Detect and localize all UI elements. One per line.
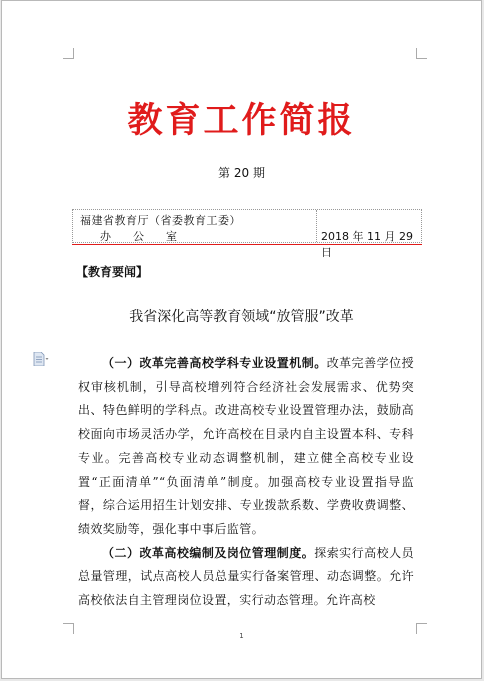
paragraph-2 [78, 542, 414, 613]
paragraph-2-text: 探索实行高校人员总量管理，试点高校人员总量实行备案管理、动态调整。允许高校依法自主管理岗位设置，实行动态管理。允许高校 [78, 545, 414, 608]
document-icon[interactable] [33, 352, 49, 366]
page-number: 1 [239, 632, 244, 640]
paragraph-1-heading: （一）改革完善高校学科专业设置机制。 [102, 356, 327, 370]
paragraph-1 [78, 352, 414, 542]
article-headline: 我省深化高等教育领域“放管服”改革 [129, 309, 354, 325]
paragraph-1-text: 改革完善学位授权审核机制，引导高校增列符合经济社会发展需求、优势突出、特色鲜明的学科点。改进高校专业设置管理办法，鼓励高校面向市场灵活办学，允许高校在目录内自主设置本科、专科专业。完善高校专业动态调整机制，建立健全高校专业设置“正面清单”“负面清单”制度。加强高校专业设置指导监督，综合运用招生计划安排、专业拨款系数、学费收费调整、绩效奖励等，强化事中事后监管。 [78, 356, 414, 536]
issuer-info-box [72, 209, 422, 259]
section-label: 【教育要闻】 [76, 265, 149, 279]
document-page [1, 0, 482, 679]
issuer-org: 福建省教育厅（省委教育工委） [80, 214, 241, 227]
red-rule [72, 244, 422, 245]
info-divider [316, 210, 317, 242]
issue-date: 2018 年 11 月 29 日 [321, 230, 413, 259]
issue-number: 第 20 期 [218, 166, 265, 180]
masthead-title: 教育工作简报 [127, 100, 356, 141]
crop-mark-top-right [416, 48, 427, 59]
paragraph-2-heading: （二）改革高校编制及岗位管理制度。 [102, 545, 315, 560]
issuer-dept: 办公室 [100, 230, 199, 243]
crop-mark-top-left [63, 48, 74, 59]
article-body [78, 352, 414, 613]
